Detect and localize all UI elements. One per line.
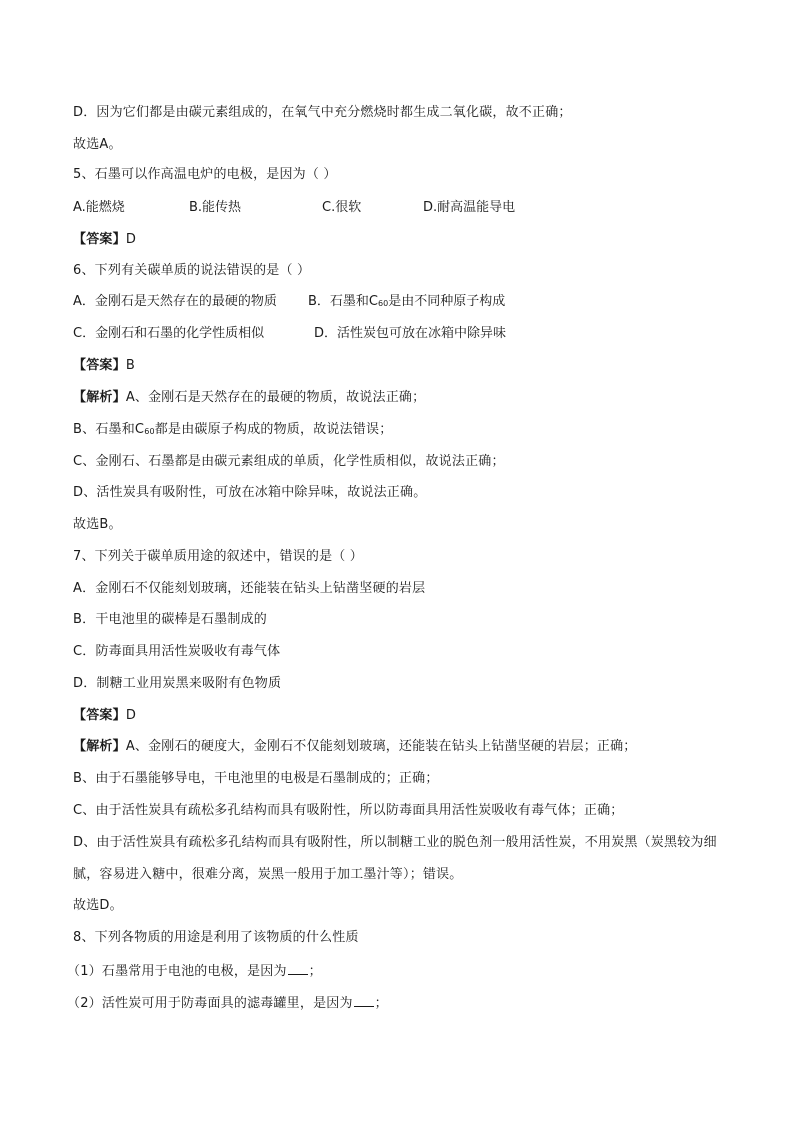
q6-option-c: C．金刚石和石墨的化学性质相似 — [73, 326, 265, 341]
q6-analysis-a: 【解析】A、金刚石是天然存在的最硬的物质，故说法正确； — [73, 390, 426, 405]
q6-option-a: A．金刚石是天然存在的最硬的物质 — [73, 294, 277, 309]
q6-conclusion: 故选B。 — [73, 517, 122, 532]
q7-option-a: A．金刚石不仅能刻划玻璃，还能装在钻头上钻凿坚硬的岩层 — [73, 581, 426, 596]
answer-label: 【答案】 — [73, 232, 126, 247]
q5-stem: 5、石墨可以作高温电炉的电极，是因为（ ） — [73, 167, 337, 182]
q7-option-c: C．防毒面具用活性炭吸收有毒气体 — [73, 644, 281, 659]
q7-analysis-d: D、由于活性炭具有疏松多孔结构而具有吸附性，所以制糖工业的脱色剂一般用活性炭，不用炭黑（炭黑较为细腻，容易进入糖中，很难分离，炭黑一般用于加工墨汁等）；错误。 — [73, 835, 717, 882]
q6-option-b: B．石墨和$C_{60}$是由不同种原子构成 — [308, 294, 506, 309]
q7-option-d: D．制糖工业用炭黑来吸附有色物质 — [73, 676, 282, 691]
q4-conclusion: 故选A。 — [73, 137, 122, 152]
analysis-label: 【解析】 — [73, 390, 126, 405]
q5-option-b: B.能传热 — [189, 200, 242, 215]
q7-analysis-c: C、由于活性炭具有疏松多孔结构而具有吸附性，所以防毒面具用活性炭吸收有毒气体；正确； — [73, 803, 624, 818]
q6-answer — [73, 357, 135, 375]
q5-option-a: A.能燃烧 — [73, 200, 125, 215]
answer-blank[interactable] — [354, 993, 374, 1007]
q5-answer — [73, 231, 136, 249]
q7-answer — [73, 707, 136, 725]
answer-value: D — [125, 708, 137, 723]
answer-value: B — [125, 358, 135, 373]
analysis-label: 【解析】 — [73, 739, 126, 754]
answer-label: 【答案】 — [73, 358, 126, 373]
q7-option-b: B．干电池里的碳棒是石墨制成的 — [73, 612, 267, 627]
q5-option-d: D.耐高温能导电 — [423, 200, 516, 215]
q6-option-d: D．活性炭包可放在冰箱中除异味 — [314, 326, 507, 341]
q6-analysis-c: C、金刚石、石墨都是由碳元素组成的单质，化学性质相似，故说法正确； — [73, 454, 505, 469]
q8-stem: 8、下列各物质的用途是利用了该物质的什么性质 — [73, 930, 359, 945]
answer-label: 【答案】 — [73, 708, 126, 723]
q8-part-2: （2）活性炭可用于防毒面具的滤毒罐里，是因为 ； — [67, 993, 388, 1013]
answer-blank[interactable] — [288, 961, 308, 975]
q7-stem: 7、下列关于碳单质用途的叙述中，错误的是（ ） — [73, 549, 364, 564]
q6-stem: 6、下列有关碳单质的说法错误的是（ ） — [73, 263, 311, 278]
q6-analysis-d: D、活性炭具有吸附性，可放在冰箱中除异味，故说法正确。 — [73, 485, 427, 500]
answer-value: D — [125, 232, 137, 247]
q7-conclusion: 故选D。 — [73, 898, 123, 913]
q7-analysis-b: B、由于石墨能够导电，干电池里的电极是石墨制成的；正确； — [73, 771, 439, 786]
q7-analysis-a: 【解析】A、金刚石的硬度大，金刚石不仅能刻划玻璃，还能装在钻头上钻凿坚硬的岩层；正确； — [73, 739, 637, 754]
q4-option-d-explanation: D．因为它们都是由碳元素组成的，在氧气中充分燃烧时都生成二氧化碳，故不正确； — [73, 105, 572, 120]
q8-part-1: （1）石墨常用于电池的电极，是因为 ； — [67, 961, 322, 981]
q5-option-c: C.很软 — [322, 200, 362, 215]
q6-analysis-b: B、石墨和$C_{60}$都是由碳原子构成的物质，故说法错误； — [73, 422, 393, 437]
